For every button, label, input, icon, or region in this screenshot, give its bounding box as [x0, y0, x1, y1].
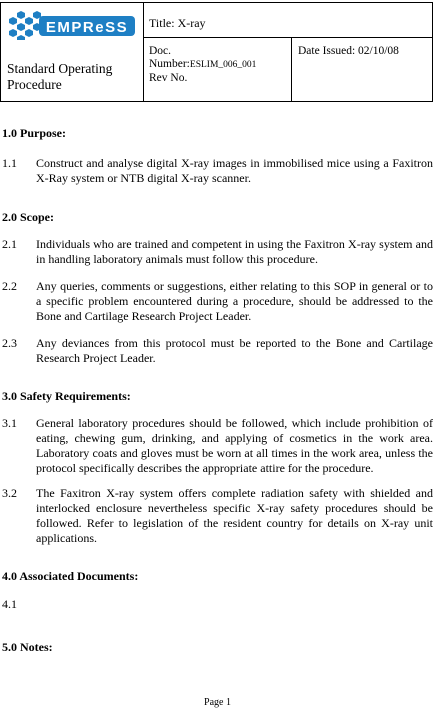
item-number: 4.1: [2, 597, 17, 611]
empress-logo: [5, 9, 137, 41]
doc-label: Doc.: [149, 45, 172, 57]
item-number: 2.3: [2, 336, 17, 350]
item-number: 1.1: [2, 156, 17, 170]
logo-text: EMPReSS: [45, 19, 129, 36]
item-text: Construct and analyse digital X-ray images in immobilised mice using a Faxitron X-Ray system or NTB digital X-ray scanner.: [36, 156, 433, 185]
item-text: The Faxitron X-ray system offers complete radiation safety with shielded and interlocked enclosure nevertheless specific X-ray safety procedures should be followed. Refer to legislation of the resident country for details on X-ray unit applications.: [36, 486, 433, 545]
section-heading-notes: 5.0 Notes:: [2, 640, 53, 654]
doc-number-block: [149, 45, 256, 85]
header-doc-cell: [144, 38, 292, 101]
item-text: General laboratory procedures should be followed, which include prohibition of eating, chewing gum, drinking, and applying of cosmetics in the work area. Laboratory coats and gloves must be worn at all times in the work area, unless the protocol specifically describes the appropriate attire for the procedure.: [36, 416, 433, 475]
rev-label: Rev No.: [149, 72, 188, 84]
item-number: 3.2: [2, 486, 17, 500]
item-number: 2.2: [2, 279, 17, 293]
document-title: Title: X-ray: [149, 16, 206, 30]
hexagon-pattern-icon: [9, 11, 41, 40]
item-number: 3.1: [2, 416, 17, 430]
doc-number-line: [149, 58, 256, 72]
section-heading-safety: 3.0 Safety Requirements:: [2, 389, 131, 403]
section-heading-documents: 4.0 Associated Documents:: [2, 569, 139, 583]
date-issued: Date Issued: 02/10/08: [298, 45, 399, 57]
item-number: 2.1: [2, 237, 17, 251]
number-label: Number:: [149, 58, 190, 70]
page-number: Page 1: [204, 697, 231, 708]
sop-title: Standard Operating Procedure: [7, 61, 113, 92]
header-title-cell: [144, 3, 432, 38]
item-text: Any deviances from this protocol must be reported to the Bone and Cartilage Research Project Leader.: [36, 336, 433, 365]
header-date-cell: [292, 38, 432, 101]
header-logo-cell: [1, 3, 144, 101]
sop-header-table: [0, 2, 433, 102]
item-text: Individuals who are trained and competent in using the Faxitron X-ray system and in handling laboratory animals must follow this procedure.: [36, 237, 433, 266]
item-text: Any queries, comments or suggestions, either relating to this SOP in general or to a specific problem encountered during a procedure, should be addressed to the Bone and Cartilage Research Project Leader.: [36, 279, 433, 323]
section-heading-scope: 2.0 Scope:: [2, 210, 54, 224]
number-value: ESLIM_006_001: [189, 60, 257, 70]
section-heading-purpose: 1.0 Purpose:: [2, 126, 66, 140]
